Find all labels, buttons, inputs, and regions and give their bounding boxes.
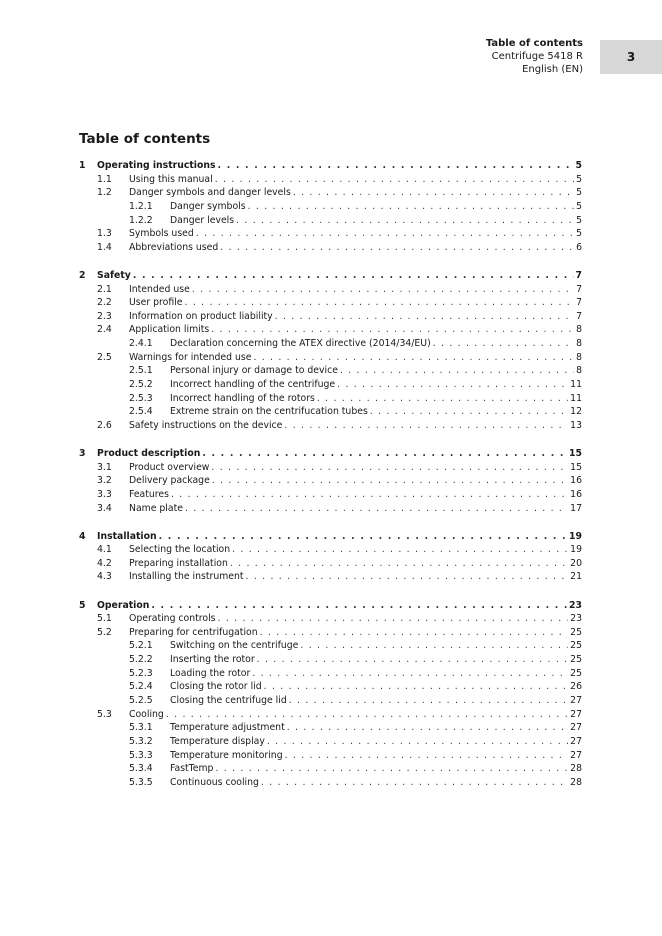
toc-entry-page: 5 bbox=[576, 187, 582, 199]
toc-leader-dots bbox=[289, 694, 568, 708]
toc-entry-label: Safety bbox=[97, 269, 131, 281]
toc-entry[interactable] bbox=[79, 447, 582, 461]
toc-entry[interactable] bbox=[79, 639, 582, 653]
toc-entry-label: Temperature monitoring bbox=[170, 749, 283, 761]
toc-entry-number: 1.2 bbox=[97, 187, 112, 199]
toc-leader-dots bbox=[185, 502, 568, 516]
toc-leader-dots bbox=[236, 214, 574, 228]
toc-entry-label: Closing the centrifuge lid bbox=[170, 694, 287, 706]
toc-entry[interactable] bbox=[79, 392, 582, 406]
toc-entry-number: 4.2 bbox=[97, 557, 112, 569]
toc-entry-page: 19 bbox=[570, 544, 582, 556]
toc-leader-dots bbox=[370, 405, 568, 419]
toc-entry-page: 15 bbox=[570, 461, 582, 473]
header-language: English (EN) bbox=[522, 64, 583, 75]
toc-entry-page: 6 bbox=[576, 241, 582, 253]
toc-leader-dots bbox=[261, 776, 568, 790]
toc-entry-page: 26 bbox=[570, 681, 582, 693]
toc-entry-page: 16 bbox=[570, 475, 582, 487]
toc-entry-label: Warnings for intended use bbox=[129, 351, 252, 363]
toc-entry-label: Operating controls bbox=[129, 613, 216, 625]
toc-entry-label: Personal injury or damage to device bbox=[170, 365, 338, 377]
toc-entry[interactable] bbox=[79, 570, 582, 584]
toc-entry-page: 11 bbox=[570, 392, 582, 404]
toc-leader-dots bbox=[202, 447, 567, 461]
toc-entry-label: Application limits bbox=[129, 324, 210, 336]
toc-entry-number: 5.2.4 bbox=[129, 681, 153, 693]
toc-entry-number: 5.2 bbox=[97, 626, 112, 638]
toc-entry[interactable] bbox=[79, 762, 582, 776]
toc-entry-label: Selecting the location bbox=[129, 544, 231, 556]
toc-leader-dots bbox=[230, 557, 568, 571]
toc-leader-dots bbox=[185, 296, 575, 310]
toc-leader-dots bbox=[171, 488, 568, 502]
toc-entry-label: Delivery package bbox=[129, 475, 210, 487]
toc-entry-page: 7 bbox=[576, 283, 582, 295]
toc-entry-label: Installing the instrument bbox=[129, 571, 244, 583]
header-title: Table of contents bbox=[485, 38, 583, 49]
toc-leader-dots bbox=[317, 392, 568, 406]
toc-entry-number: 2.5.2 bbox=[129, 379, 153, 390]
toc-leader-dots bbox=[133, 269, 574, 283]
toc-entry-label: Operation bbox=[97, 599, 150, 611]
toc-entry-label: Danger symbols and danger levels bbox=[129, 187, 291, 199]
toc-entry-page: 27 bbox=[570, 749, 582, 761]
section-spacer bbox=[79, 584, 582, 598]
toc-entry-number: 3.3 bbox=[97, 488, 112, 500]
toc-entry-page: 17 bbox=[570, 502, 582, 514]
toc-entry-label: Extreme strain on the centrifucation tubes bbox=[170, 406, 368, 418]
toc-leader-dots bbox=[166, 708, 568, 722]
toc-leader-dots bbox=[340, 364, 574, 378]
toc-entry-page: 5 bbox=[576, 214, 582, 226]
toc-entry-page: 5 bbox=[576, 173, 582, 185]
toc-entry-number: 1.4 bbox=[97, 241, 112, 253]
toc-leader-dots bbox=[211, 461, 568, 475]
toc-entry[interactable] bbox=[79, 378, 582, 392]
toc-entry[interactable] bbox=[79, 502, 582, 516]
toc-entry-label: Information on product liability bbox=[129, 310, 273, 322]
toc-entry-page: 8 bbox=[576, 338, 582, 350]
toc-entry-number: 2.2 bbox=[97, 297, 112, 309]
toc-entry-label: Loading the rotor bbox=[170, 667, 251, 679]
toc-entry-page: 13 bbox=[570, 419, 582, 431]
toc-entry-label: Continuous cooling bbox=[170, 776, 259, 788]
toc-entry-page: 11 bbox=[570, 379, 582, 390]
toc-entry-label: Preparing for centrifugation bbox=[129, 626, 258, 638]
toc-entry-label: User profile bbox=[129, 297, 183, 309]
toc-entry[interactable] bbox=[79, 776, 582, 790]
toc-leader-dots bbox=[232, 543, 568, 557]
toc-entry[interactable] bbox=[79, 735, 582, 749]
toc-entry-label: Preparing installation bbox=[129, 557, 228, 569]
toc-leader-dots bbox=[212, 474, 568, 488]
toc-entry[interactable] bbox=[79, 626, 582, 640]
toc-leader-dots bbox=[433, 337, 574, 351]
toc-entry-page: 25 bbox=[570, 667, 582, 679]
section-spacer bbox=[79, 515, 582, 529]
toc-leader-dots bbox=[252, 667, 568, 681]
toc-entry-number: 2.1 bbox=[97, 283, 112, 295]
toc-entry-page: 23 bbox=[570, 613, 582, 625]
toc-entry[interactable] bbox=[79, 269, 582, 283]
toc-entry[interactable] bbox=[79, 488, 582, 502]
toc-entry-label: Safety instructions on the device bbox=[129, 419, 283, 431]
toc-entry-label: Using this manual bbox=[129, 173, 213, 185]
toc-entry-label: Product description bbox=[97, 447, 201, 459]
toc-entry-number: 5.3 bbox=[97, 708, 112, 720]
toc-leader-dots bbox=[218, 159, 574, 173]
toc-entry-label: Operating instructions bbox=[97, 160, 216, 171]
toc-entry-label: Installation bbox=[97, 530, 157, 542]
toc-entry-number: 1.3 bbox=[97, 228, 112, 240]
toc-entry[interactable] bbox=[79, 543, 582, 557]
toc-entry[interactable] bbox=[79, 241, 582, 255]
toc-leader-dots bbox=[151, 599, 567, 613]
toc-entry[interactable] bbox=[79, 680, 582, 694]
toc-entry-label: Cooling bbox=[129, 708, 164, 720]
toc-entry-page: 7 bbox=[576, 310, 582, 322]
toc-entry-label: Switching on the centrifuge bbox=[170, 640, 299, 652]
toc-leader-dots bbox=[285, 749, 569, 763]
toc-entry[interactable] bbox=[79, 474, 582, 488]
toc-entry[interactable] bbox=[79, 405, 582, 419]
toc-leader-dots bbox=[275, 310, 574, 324]
toc-entry-page: 7 bbox=[575, 269, 582, 281]
toc-entry-number: 5.2.1 bbox=[129, 640, 153, 652]
page-number: 3 bbox=[626, 50, 636, 64]
toc-entry-page: 27 bbox=[570, 735, 582, 747]
toc-entry[interactable] bbox=[79, 667, 582, 681]
toc-leader-dots bbox=[220, 241, 574, 255]
toc-entry-number: 3.2 bbox=[97, 475, 112, 487]
toc-leader-dots bbox=[159, 530, 567, 544]
toc-leader-dots bbox=[284, 419, 568, 433]
toc-entry-page: 27 bbox=[570, 722, 582, 734]
page-header bbox=[486, 37, 583, 76]
toc-entry[interactable] bbox=[79, 530, 582, 544]
toc-entry[interactable] bbox=[79, 337, 582, 351]
toc-entry-number: 2.3 bbox=[97, 310, 112, 322]
toc-entry-number: 5.3.4 bbox=[129, 763, 153, 775]
toc-entry-label: Temperature adjustment bbox=[170, 722, 285, 734]
toc-leader-dots bbox=[337, 378, 568, 392]
toc-entry-page: 27 bbox=[570, 694, 582, 706]
toc-entry-label: Product overview bbox=[129, 461, 210, 473]
toc-entry-label: Symbols used bbox=[129, 228, 194, 240]
table-of-contents bbox=[79, 159, 582, 789]
toc-entry-number: 1.2.1 bbox=[129, 200, 153, 212]
toc-entry-page: 7 bbox=[576, 297, 582, 309]
toc-entry-number: 4 bbox=[79, 530, 86, 542]
toc-entry-number: 3.1 bbox=[97, 461, 112, 473]
toc-entry-number: 2.4 bbox=[97, 324, 112, 336]
toc-leader-dots bbox=[248, 200, 575, 214]
toc-entry-page: 28 bbox=[570, 776, 582, 788]
toc-leader-dots bbox=[218, 612, 569, 626]
toc-entry[interactable] bbox=[79, 186, 582, 200]
toc-entry[interactable] bbox=[79, 283, 582, 297]
toc-entry[interactable] bbox=[79, 214, 582, 228]
toc-entry-number: 2.5.3 bbox=[129, 392, 153, 404]
toc-leader-dots bbox=[215, 173, 574, 187]
toc-entry-label: Declaration concerning the ATEX directive (2014/34/EU) bbox=[170, 338, 431, 350]
header-product: Centrifuge 5418 R bbox=[491, 51, 583, 62]
toc-entry[interactable] bbox=[79, 612, 582, 626]
toc-entry-number: 1 bbox=[79, 160, 86, 171]
toc-entry[interactable] bbox=[79, 200, 582, 214]
toc-entry-number: 2.4.1 bbox=[129, 338, 153, 350]
toc-leader-dots bbox=[215, 762, 568, 776]
toc-entry-number: 5.3.5 bbox=[129, 776, 153, 788]
toc-entry-label: Closing the rotor lid bbox=[170, 681, 262, 693]
toc-entry-number: 4.1 bbox=[97, 544, 112, 556]
toc-leader-dots bbox=[192, 283, 574, 297]
toc-entry-label: Name plate bbox=[129, 502, 183, 514]
toc-entry-number: 5.2.3 bbox=[129, 667, 153, 679]
toc-entry-page: 28 bbox=[570, 763, 582, 775]
toc-entry-number: 2.6 bbox=[97, 419, 112, 431]
toc-entry[interactable] bbox=[79, 296, 582, 310]
toc-entry-label: Incorrect handling of the centrifuge bbox=[170, 379, 336, 390]
toc-entry[interactable] bbox=[79, 364, 582, 378]
toc-entry-label: Intended use bbox=[129, 283, 190, 295]
toc-entry-page: 15 bbox=[569, 447, 582, 459]
toc-entry-number: 5.3.3 bbox=[129, 749, 153, 761]
toc-entry-page: 8 bbox=[576, 324, 582, 336]
toc-entry-number: 3.4 bbox=[97, 502, 112, 514]
toc-entry[interactable] bbox=[79, 159, 582, 173]
toc-entry[interactable] bbox=[79, 694, 582, 708]
toc-leader-dots bbox=[260, 626, 569, 640]
toc-entry[interactable] bbox=[79, 557, 582, 571]
toc-leader-dots bbox=[196, 227, 574, 241]
toc-entry[interactable] bbox=[79, 708, 582, 722]
toc-entry-label: Danger levels bbox=[170, 214, 235, 226]
toc-leader-dots bbox=[293, 186, 574, 200]
toc-entry-label: Incorrect handling of the rotors bbox=[170, 392, 315, 404]
toc-entry-number: 4.3 bbox=[97, 571, 112, 583]
toc-entry-page: 25 bbox=[570, 640, 582, 652]
toc-entry[interactable] bbox=[79, 419, 582, 433]
toc-entry-number: 2 bbox=[79, 269, 86, 281]
toc-entry[interactable] bbox=[79, 323, 582, 337]
toc-entry-page: 5 bbox=[576, 228, 582, 240]
toc-entry-number: 5.2.2 bbox=[129, 654, 153, 666]
toc-entry-number: 5.3.1 bbox=[129, 722, 153, 734]
toc-entry-page: 5 bbox=[576, 200, 582, 212]
toc-entry-number: 5 bbox=[79, 599, 86, 611]
toc-leader-dots bbox=[267, 735, 568, 749]
toc-leader-dots bbox=[264, 680, 569, 694]
toc-leader-dots bbox=[211, 323, 574, 337]
toc-entry[interactable] bbox=[79, 351, 582, 365]
toc-entry-page: 25 bbox=[570, 626, 582, 638]
toc-entry-label: Temperature display bbox=[170, 735, 265, 747]
toc-entry[interactable] bbox=[79, 749, 582, 763]
toc-entry-number: 5.1 bbox=[97, 613, 112, 625]
section-spacer bbox=[79, 433, 582, 447]
toc-entry-label: Danger symbols bbox=[170, 200, 246, 212]
toc-entry-page: 20 bbox=[570, 557, 582, 569]
toc-leader-dots bbox=[246, 570, 569, 584]
toc-entry-page: 8 bbox=[576, 365, 582, 377]
toc-entry-page: 23 bbox=[569, 599, 582, 611]
toc-entry-page: 8 bbox=[576, 351, 582, 363]
toc-entry[interactable] bbox=[79, 653, 582, 667]
toc-entry-number: 2.5.4 bbox=[129, 406, 153, 418]
toc-entry-page: 5 bbox=[575, 160, 582, 171]
toc-entry-number: 5.3.2 bbox=[129, 735, 153, 747]
toc-entry[interactable] bbox=[79, 173, 582, 187]
toc-leader-dots bbox=[253, 351, 574, 365]
page-number-tab bbox=[600, 40, 662, 74]
toc-leader-dots bbox=[300, 639, 568, 653]
toc-entry-number: 1.2.2 bbox=[129, 214, 153, 226]
toc-entry-label: Features bbox=[129, 488, 169, 500]
toc-entry[interactable] bbox=[79, 310, 582, 324]
toc-entry-number: 2.5.1 bbox=[129, 365, 153, 377]
toc-entry-page: 16 bbox=[570, 488, 582, 500]
toc-title: Table of contents bbox=[79, 131, 211, 147]
toc-entry[interactable] bbox=[79, 721, 582, 735]
toc-entry[interactable] bbox=[79, 599, 582, 613]
toc-entry-number: 1.1 bbox=[97, 173, 112, 185]
toc-entry-page: 19 bbox=[569, 530, 582, 542]
toc-entry-label: Inserting the rotor bbox=[170, 654, 255, 666]
toc-entry-page: 12 bbox=[570, 406, 582, 418]
toc-entry-page: 21 bbox=[570, 571, 582, 583]
toc-entry-number: 3 bbox=[79, 447, 86, 459]
toc-entry-number: 5.2.5 bbox=[129, 694, 153, 706]
toc-entry-number: 2.5 bbox=[97, 351, 112, 363]
toc-leader-dots bbox=[257, 653, 568, 667]
toc-entry-page: 25 bbox=[570, 654, 582, 666]
toc-entry-label: Abbreviations used bbox=[129, 241, 219, 253]
section-spacer bbox=[79, 254, 582, 268]
toc-entry[interactable] bbox=[79, 227, 582, 241]
toc-entry-label: FastTemp bbox=[170, 763, 214, 775]
toc-entry[interactable] bbox=[79, 461, 582, 475]
toc-entry-page: 27 bbox=[570, 708, 582, 720]
toc-leader-dots bbox=[287, 721, 568, 735]
